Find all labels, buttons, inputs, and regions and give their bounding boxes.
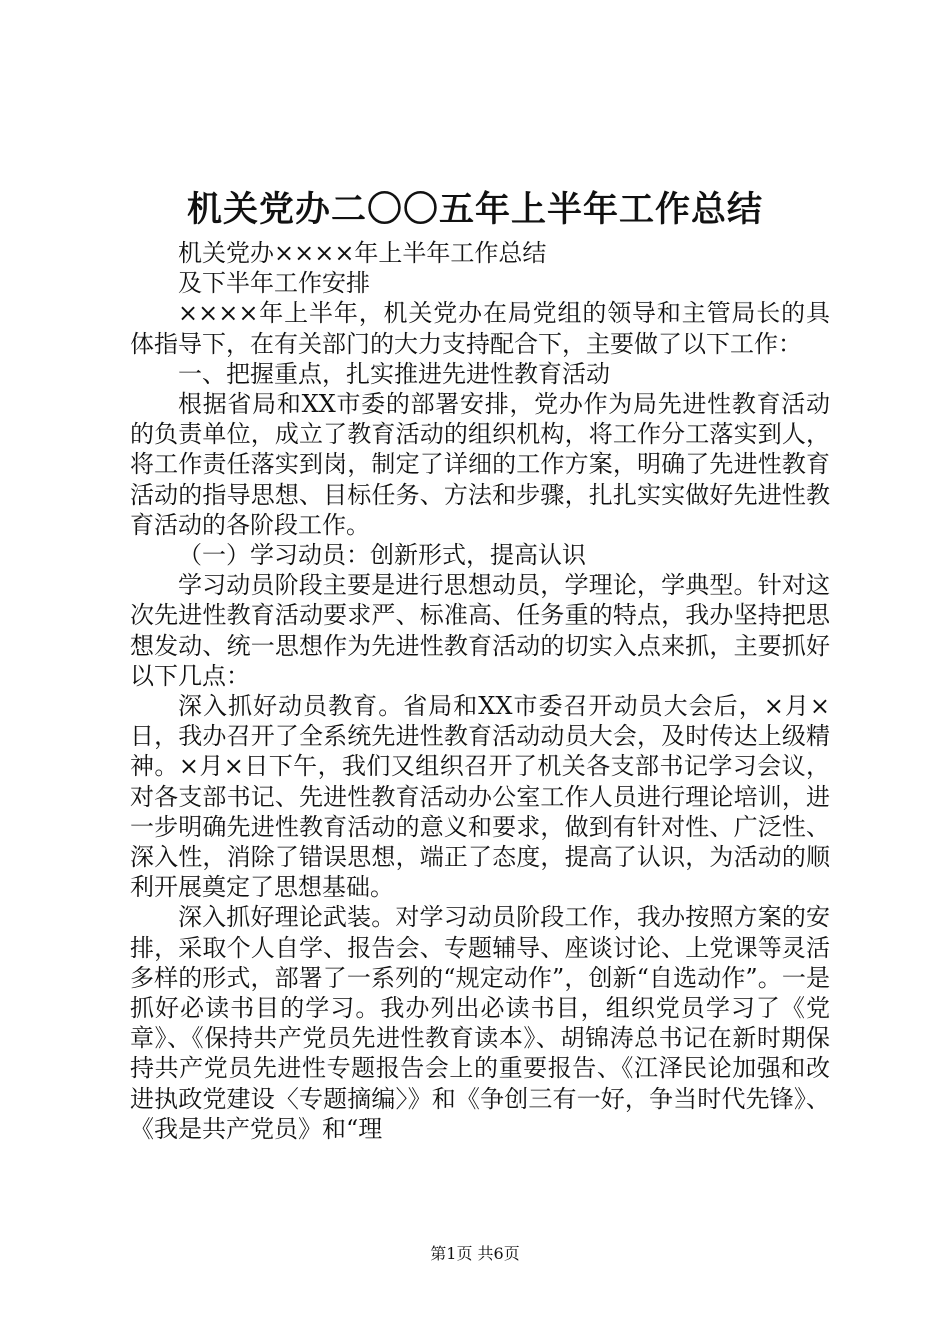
body-paragraph: 学习动员阶段主要是进行思想动员，学理论，学典型。针对这次先进性教育活动要求严、标准高、任务重的特点，我办坚持把思想发动、统一思想作为先进性教育活动的切实入点来抓，主要抓好以下几点： — [130, 571, 830, 690]
intro-paragraph: ××××年上半年，机关党办在局党组的领导和主管局长的具体指导下，在有关部门的大力支持配合下，主要做了以下工作： — [130, 299, 830, 358]
subtitle-line-2: 及下半年工作安排 — [178, 269, 370, 298]
body-paragraph: 深入抓好理论武装。对学习动员阶段工作，我办按照方案的安排，采取个人自学、报告会、专题辅导、座谈讨论、上党课等灵活多样的形式，部署了一系列的“规定动作”，创新“自选动作”。一是抓好必读书目的学习。我办列出必读书目，组织党员学习了《党章》、《保持共产党员先进性教育读本》、胡锦涛总书记在新时期保持共产党员先进性专题报告会上的重要报告、《江泽民论加强和改进执政党建设〈专题摘编〉》和《争创三有一好，争当时代先锋》、《我是共产党员》和“理 — [130, 903, 830, 1143]
subtitle-line-1: 机关党办××××年上半年工作总结 — [178, 239, 547, 267]
section-heading-1: 一、把握重点，扎实推进先进性教育活动 — [178, 359, 610, 388]
body-paragraph: 深入抓好动员教育。省局和XX市委召开动员大会后，×月×日，我办召开了全系统先进性教育活动动员大会，及时传达上级精神。×月×日下午，我们又组织召开了机关各支部书记学习会议，对各支部书记、先进性教育活动办公室工作人员进行理论培训，进一步明确先进性教育活动的意义和要求，做到有针对性、广泛性、深入性，消除了错误思想，端正了态度，提高了认识，为活动的顺利开展奠定了思想基础。 — [130, 692, 830, 902]
subsection-heading-1: （一）学习动员：创新形式，提高认识 — [178, 541, 586, 570]
body-paragraph: 根据省局和XX市委的部署安排，党办作为局先进性教育活动的负责单位，成立了教育活动的组织机构，将工作分工落实到人，将工作责任落实到岗，制定了详细的工作方案，明确了先进性教育活动的指导思想、目标任务、方法和步骤，扎扎实实做好先进性教育活动的各阶段工作。 — [130, 390, 830, 539]
document-body — [130, 238, 830, 1144]
document-title: 机关党办二〇〇五年上半年工作总结 — [186, 189, 763, 230]
page-number-footer: 第1页 共6页 — [430, 1244, 520, 1263]
